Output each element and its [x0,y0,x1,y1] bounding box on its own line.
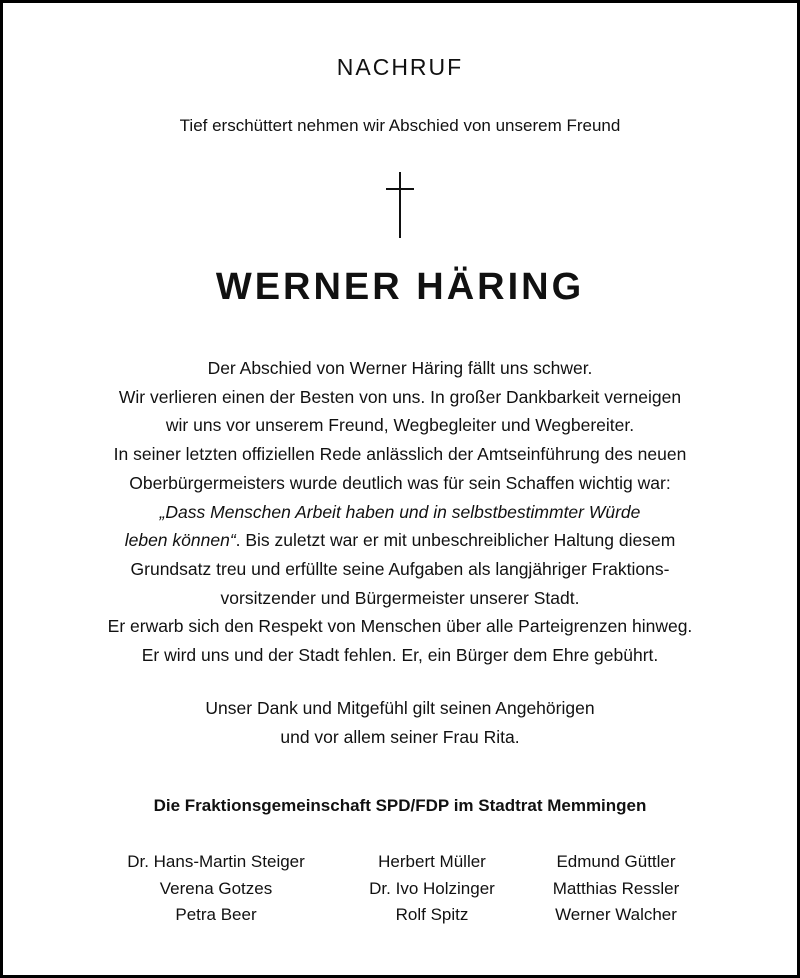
body-line [0,526,800,555]
signatory-name: Dr. Ivo Holzinger [369,878,495,898]
notice-heading: NACHRUF [336,54,464,80]
closing-text [0,694,800,752]
body-line-rest: . Bis zuletzt war er mit unbeschreiblicher Haltung diesem [235,530,676,551]
intro-line: Tief erschüttert nehmen wir Abschied von unserem Freund [179,116,621,135]
body-line: Der Abschied von Werner Häring fällt uns schwer. [207,358,593,378]
signatory-column-1 [100,849,332,929]
signatory-name: Dr. Hans-Martin Steiger [127,852,305,871]
body-line: In seiner letzten offiziellen Rede anlässlich der Amtseinführung des neuen [113,444,687,465]
signer-group: Die Fraktionsgemeinschaft SPD/FDP im Stadtrat Memmingen [153,796,647,815]
closing-line: und vor allem seiner Frau Rita. [280,727,520,747]
quote-line: „Dass Menschen Arbeit haben und in selbstbestimmter Würde [159,501,641,522]
body-line: Oberbürgermeisters wurde deutlich was für sein Schaffen wichtig war: [129,472,671,493]
signatory-name: Edmund Güttler [556,852,676,871]
body-line: wir uns vor unserem Freund, Wegbegleiter und Wegbereiter. [165,415,635,436]
body-line: Wir verlieren einen der Besten von uns. In großer Dankbarkeit verneigen [118,386,682,407]
signatory-column-2 [342,849,522,929]
quote-end: leben können“ [124,530,236,551]
obituary-body [0,354,800,670]
closing-line: Unser Dank und Mitgefühl gilt seinen Angehörigen [205,698,595,718]
signatory-name: Matthias Ressler [552,878,680,898]
signatory-column-3 [526,849,706,929]
signatory-name: Herbert Müller [378,852,486,871]
body-line: vorsitzender und Bürgermeister unserer Stadt. [220,587,580,608]
body-line: Grundsatz treu und erfüllte seine Aufgaben als langjähriger Fraktions- [130,558,670,579]
body-line: Er wird uns und der Stadt fehlen. Er, ein Bürger dem Ehre gebührt. [141,645,659,666]
signatory-name: Petra Beer [175,905,257,924]
signatory-name: Werner Walcher [555,905,677,924]
body-line: Er erwarb sich den Respekt von Menschen über alle Parteigrenzen hinweg. [107,616,693,637]
signatory-name: Verena Gotzes [159,878,273,898]
deceased-name: WERNER HÄRING [215,266,585,308]
cross-icon [382,172,418,238]
signatory-name: Rolf Spitz [395,905,469,924]
